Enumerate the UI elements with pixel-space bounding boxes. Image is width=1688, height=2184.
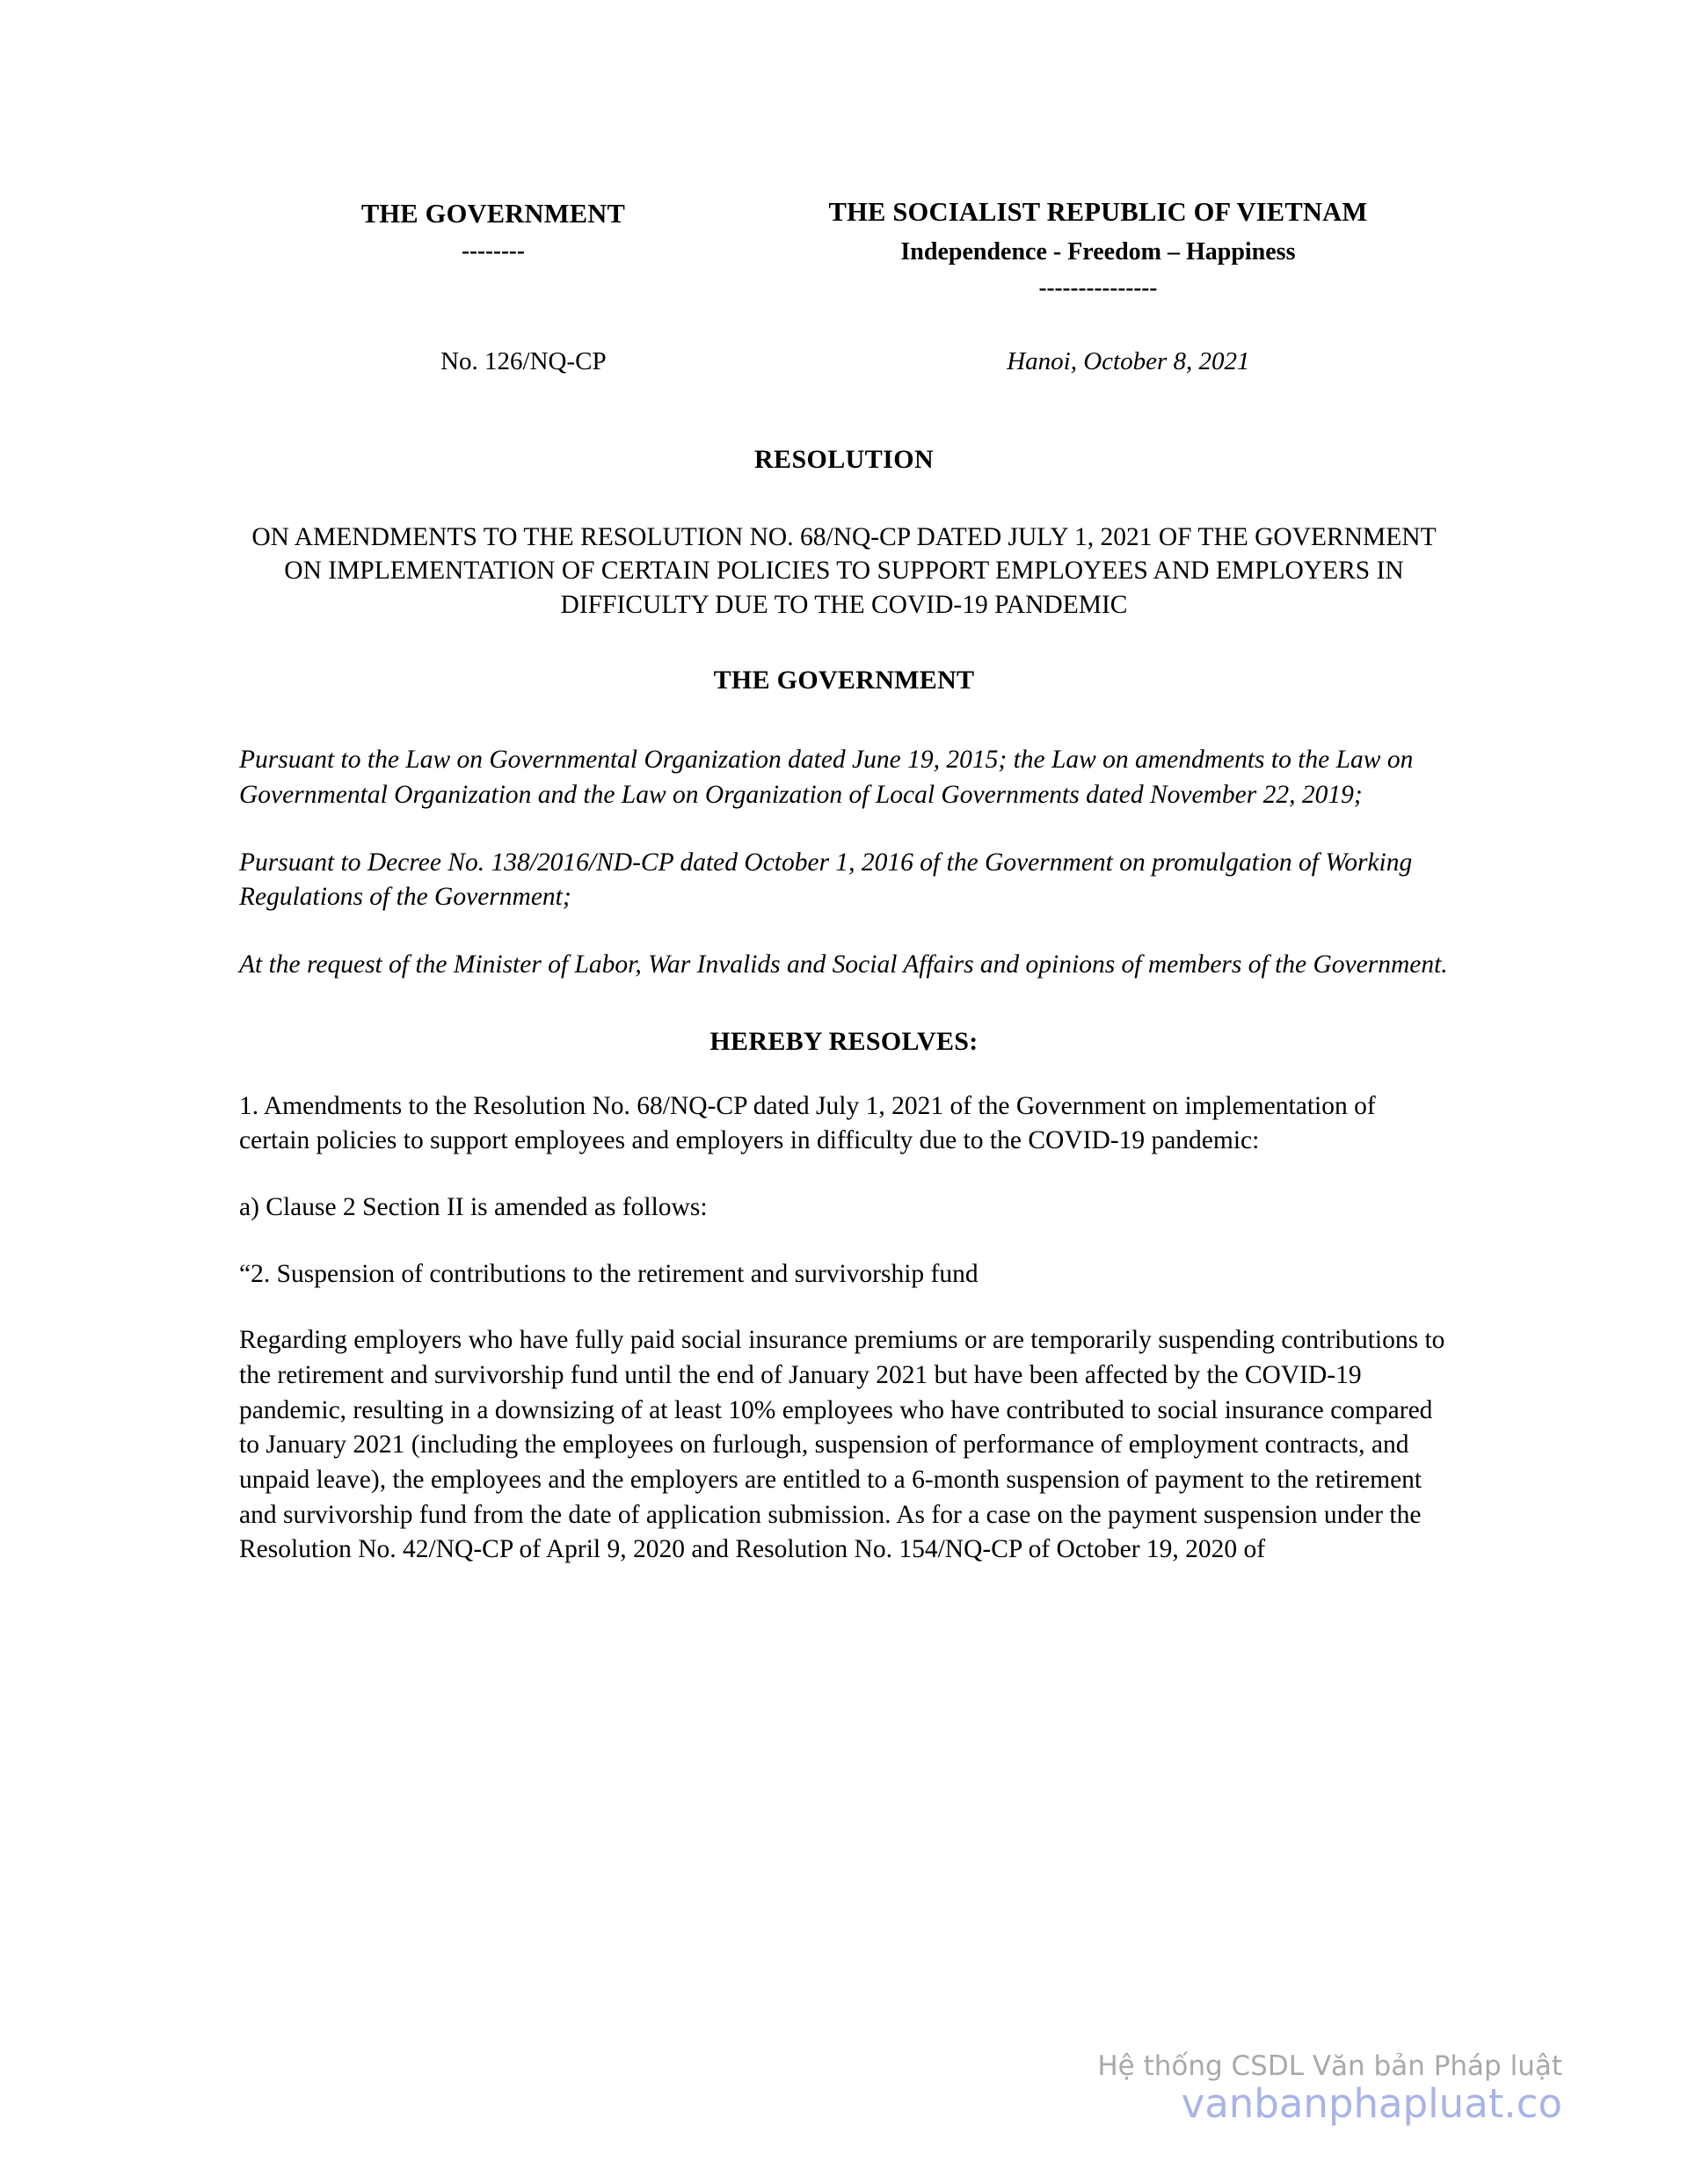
government-heading: THE GOVERNMENT — [713, 666, 975, 695]
watermark-line-2: vanbanphapluat.co — [1181, 2080, 1562, 2128]
national-title: THE SOCIALIST REPUBLIC OF VIETNAM — [828, 197, 1368, 227]
issuing-authority: THE GOVERNMENT — [360, 199, 626, 229]
place-and-date: Hanoi, October 8, 2021 — [1007, 347, 1250, 376]
preamble-paragraph-1: Pursuant to the Law on Governmental Organization dated June 19, 2015; the Law on amendments to the Law on Governmental Organization and the Law on Organization of Local Governments dated November 22, 2019; — [239, 746, 1414, 809]
document-number-row — [239, 347, 1449, 376]
resolves-heading: HEREBY RESOLVES: — [709, 1026, 979, 1056]
masthead-right-block — [747, 195, 1449, 302]
masthead-right-divider: --------------- — [1038, 274, 1158, 302]
body-paragraph-3: “2. Suspension of contributions to the retirement and survivorship fund — [239, 1259, 979, 1288]
document-subject: ON AMENDMENTS TO THE RESOLUTION NO. 68/NQ-CP DATED JULY 1, 2021 OF THE GOVERNMENT ON IMPLEMENTATION OF CERTAIN POLICIES TO SUPPORT EMPLOYEES AND EMPLOYERS IN DIFFICULTY DUE TO THE COVID-19 PANDEMIC — [251, 523, 1437, 619]
page-title: RESOLUTION — [753, 445, 935, 475]
preamble-paragraph-2: Pursuant to Decree No. 138/2016/ND-CP dated October 1, 2016 of the Government on promulgation of Working Regulations of the Government; — [239, 848, 1413, 912]
masthead-left-divider: -------- — [461, 237, 525, 264]
document-number: No. 126/NQ-CP — [440, 347, 607, 376]
document-masthead — [239, 195, 1449, 302]
national-motto: Independence - Freedom – Happiness — [900, 237, 1296, 266]
body-paragraph-4: Regarding employers who have fully paid social insurance premiums or are temporarily suspending contributions to the retirement and survivorship fund until the end of January 2021 but have been affected by the COVID-19 pandemic, resulting in a downsizing of at least 10% employees who have contributed to social insurance compared to January 2021 (including the employees on furlough, suspension of performance of employment contracts, and unpaid leave), the employees and the employers are entitled to a 6-month suspension of payment to the retirement and survivorship fund from the date of application submission. As for a case on the payment suspension under the Resolution No. 42/NQ-CP of April 9, 2020 and Resolution No. 154/NQ-CP of October 19, 2020 of — [239, 1326, 1445, 1564]
body-paragraph-2: a) Clause 2 Section II is amended as follows: — [239, 1192, 708, 1221]
preamble-paragraph-3: At the request of the Minister of Labor, War Invalids and Social Affairs and opinions of members of the Government. — [239, 950, 1448, 979]
body-paragraph-1: 1. Amendments to the Resolution No. 68/NQ-CP dated July 1, 2021 of the Government on implementation of certain policies to support employees and employers in difficulty due to the COVID-19 pandemic: — [239, 1091, 1376, 1155]
watermark-line-1: Hệ thống CSDL Văn bản Pháp luật — [1097, 2049, 1562, 2082]
masthead-left-block — [239, 195, 747, 264]
